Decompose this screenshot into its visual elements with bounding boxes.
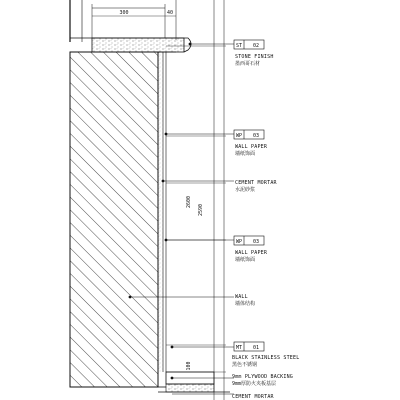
callout-label-en: WALL	[235, 294, 248, 300]
callout-label-cn: 墙纸饰面	[235, 151, 256, 157]
callout-label-en: CEMENT MORTAR	[232, 394, 274, 400]
callout-mt01	[232, 342, 299, 368]
callout-cement-mortar	[235, 180, 278, 193]
callout-plywood	[232, 374, 293, 387]
callout-label-en: CEMENT MORTAR	[235, 180, 277, 186]
callout-code: MT	[235, 345, 243, 351]
callout-wall	[235, 294, 255, 307]
vertical-dimension	[166, 0, 226, 400]
callout-label-en: 9mm PLYWOOD BACKING	[232, 374, 293, 380]
callout-label-cn: 水泥砂浆	[235, 187, 256, 193]
callout-code: WP	[235, 133, 243, 139]
callout-code: ST	[235, 43, 243, 49]
callout-label-cn: 墙纸饰面	[235, 257, 256, 263]
callout-label-cn: 墙体结构	[235, 301, 256, 307]
callout-label-en: WALL PAPER	[235, 250, 268, 256]
callout-label-en: STONE FINISH	[235, 54, 274, 60]
dim-overall-height: 2600	[186, 195, 192, 209]
dim-bottom: 100	[186, 361, 192, 371]
wall-hatch	[70, 52, 166, 387]
callout-label-cn: 墨西哥石材	[235, 61, 261, 67]
callout-wp03-b	[234, 236, 268, 263]
stone-finish-band	[70, 38, 191, 52]
callout-st02	[234, 40, 274, 67]
dim-top-width: 300	[119, 10, 129, 16]
callout-label-cn: 9mm厚防火夹板基层	[232, 381, 277, 387]
callout-num: 03	[252, 239, 260, 245]
skirting-base	[158, 372, 230, 392]
callout-label-en: WALL PAPER	[235, 144, 268, 150]
callout-label-cn: 黑色不锈钢	[232, 362, 258, 368]
callout-label-en: BLACK STAINLESS STEEL	[232, 355, 300, 361]
callout-code: WP	[235, 239, 243, 245]
top-structure	[70, 0, 176, 42]
callout-num: 02	[252, 43, 260, 49]
callout-num: 01	[252, 345, 260, 351]
callout-wp03-a	[234, 130, 268, 157]
callout-num: 03	[252, 133, 260, 139]
dim-inner-height: 2590	[198, 203, 204, 217]
dim-top-small: 40	[166, 10, 174, 16]
callout-cement-mortar-bottom	[232, 394, 275, 400]
